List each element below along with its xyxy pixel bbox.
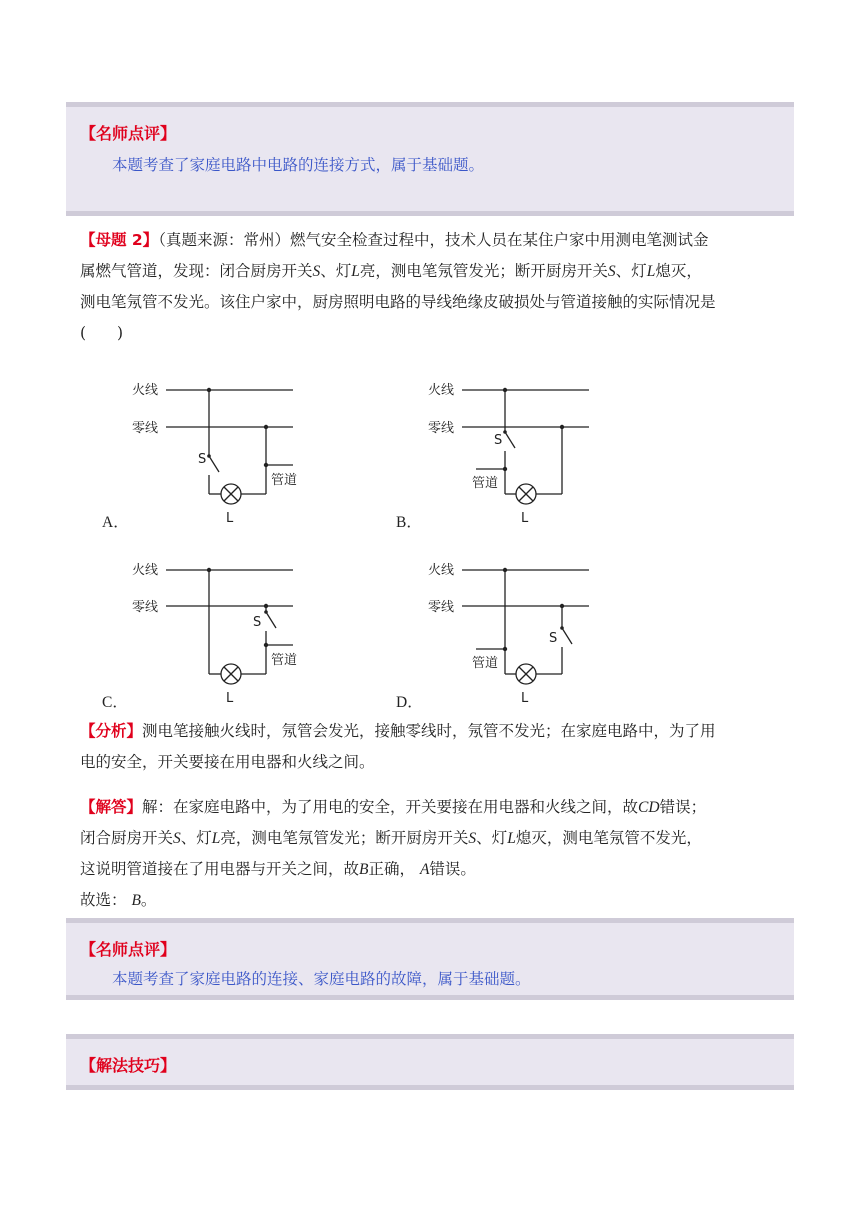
teacher-comment-box-1 [66, 102, 794, 216]
svg-text:零线: 零线 [428, 421, 455, 436]
svg-text:零线: 零线 [132, 421, 159, 436]
svg-text:零线: 零线 [132, 600, 159, 615]
svg-text:S: S [198, 452, 207, 467]
option-c-label: C． [102, 694, 128, 711]
option-d-label: D． [396, 694, 423, 711]
circuit-diagram-d [424, 548, 604, 708]
svg-text:火线: 火线 [428, 383, 455, 398]
svg-text:L: L [226, 511, 234, 526]
teacher-comment-box-2 [66, 918, 794, 1000]
circuit-diagram-a [128, 368, 308, 528]
option-a-label: A． [102, 514, 129, 531]
option-b-label: B． [396, 514, 422, 531]
svg-text:管道: 管道 [472, 656, 499, 671]
svg-text:管道: 管道 [472, 476, 499, 491]
circuit-diagram-c [128, 548, 308, 708]
svg-text:S: S [253, 615, 262, 630]
teacher-comment-title: 【名师点评】 [80, 124, 177, 143]
answer-blank: ( ) [80, 324, 124, 342]
svg-text:管道: 管道 [271, 653, 298, 668]
svg-text:L: L [521, 691, 529, 706]
teacher-comment-text: 本题考查了家庭电路的连接、家庭电路的故障，属于基础题。 [112, 970, 531, 988]
svg-text:管道: 管道 [271, 473, 298, 488]
answer-paragraph: 【解答】解：在家庭电路中，为了用电的安全，开关要接在用电器和火线之间，故CD错误； 闭合厨房开关S、灯L亮，测电笔氖管发光；断开厨房开关S、灯L熄灭，测电笔氖管不发光， 这说明管道接在了用电器与开关之间，故B正确， A错误。 故选： B。 [80, 798, 707, 909]
svg-text:S: S [494, 433, 503, 448]
svg-text:火线: 火线 [132, 383, 159, 398]
svg-text:零线: 零线 [428, 600, 455, 615]
question-source: （真题来源：常州） [158, 231, 290, 249]
final-choice: 故选： B。 [80, 891, 157, 909]
question-label: 【母题 2】 [80, 231, 159, 249]
tips-title: 【解法技巧】 [80, 1056, 177, 1075]
teacher-comment-title: 【名师点评】 [80, 940, 177, 959]
svg-text:火线: 火线 [132, 563, 159, 578]
svg-text:L: L [521, 511, 529, 526]
svg-text:火线: 火线 [428, 563, 455, 578]
question-paragraph: 【母题 2】（真题来源：常州）燃气安全检查过程中，技术人员在某住户家中用测电笔测试金 属燃气管道，发现：闭合厨房开关S、灯L亮，测电笔氖管发光；断开厨房开关S、灯L熄灭， 测电笔氖管不发光。该住户家中，厨房照明电路的导线绝缘皮破损处与管道接触的实际情况是 ( ) [80, 231, 716, 342]
teacher-comment-text: 本题考查了家庭电路中电路的连接方式，属于基础题。 [112, 156, 485, 174]
svg-text:L: L [226, 691, 234, 706]
answer-label: 【解答】 [80, 798, 143, 816]
analysis-label: 【分析】 [80, 722, 143, 740]
svg-text:S: S [549, 631, 558, 646]
circuit-diagram-b [424, 368, 604, 528]
analysis-paragraph: 【分析】测电笔接触火线时，氖管会发光，接触零线时，氖管不发光；在家庭电路中，为了用 电的安全，开关要接在用电器和火线之间。 [80, 722, 716, 771]
tips-box [66, 1034, 794, 1090]
